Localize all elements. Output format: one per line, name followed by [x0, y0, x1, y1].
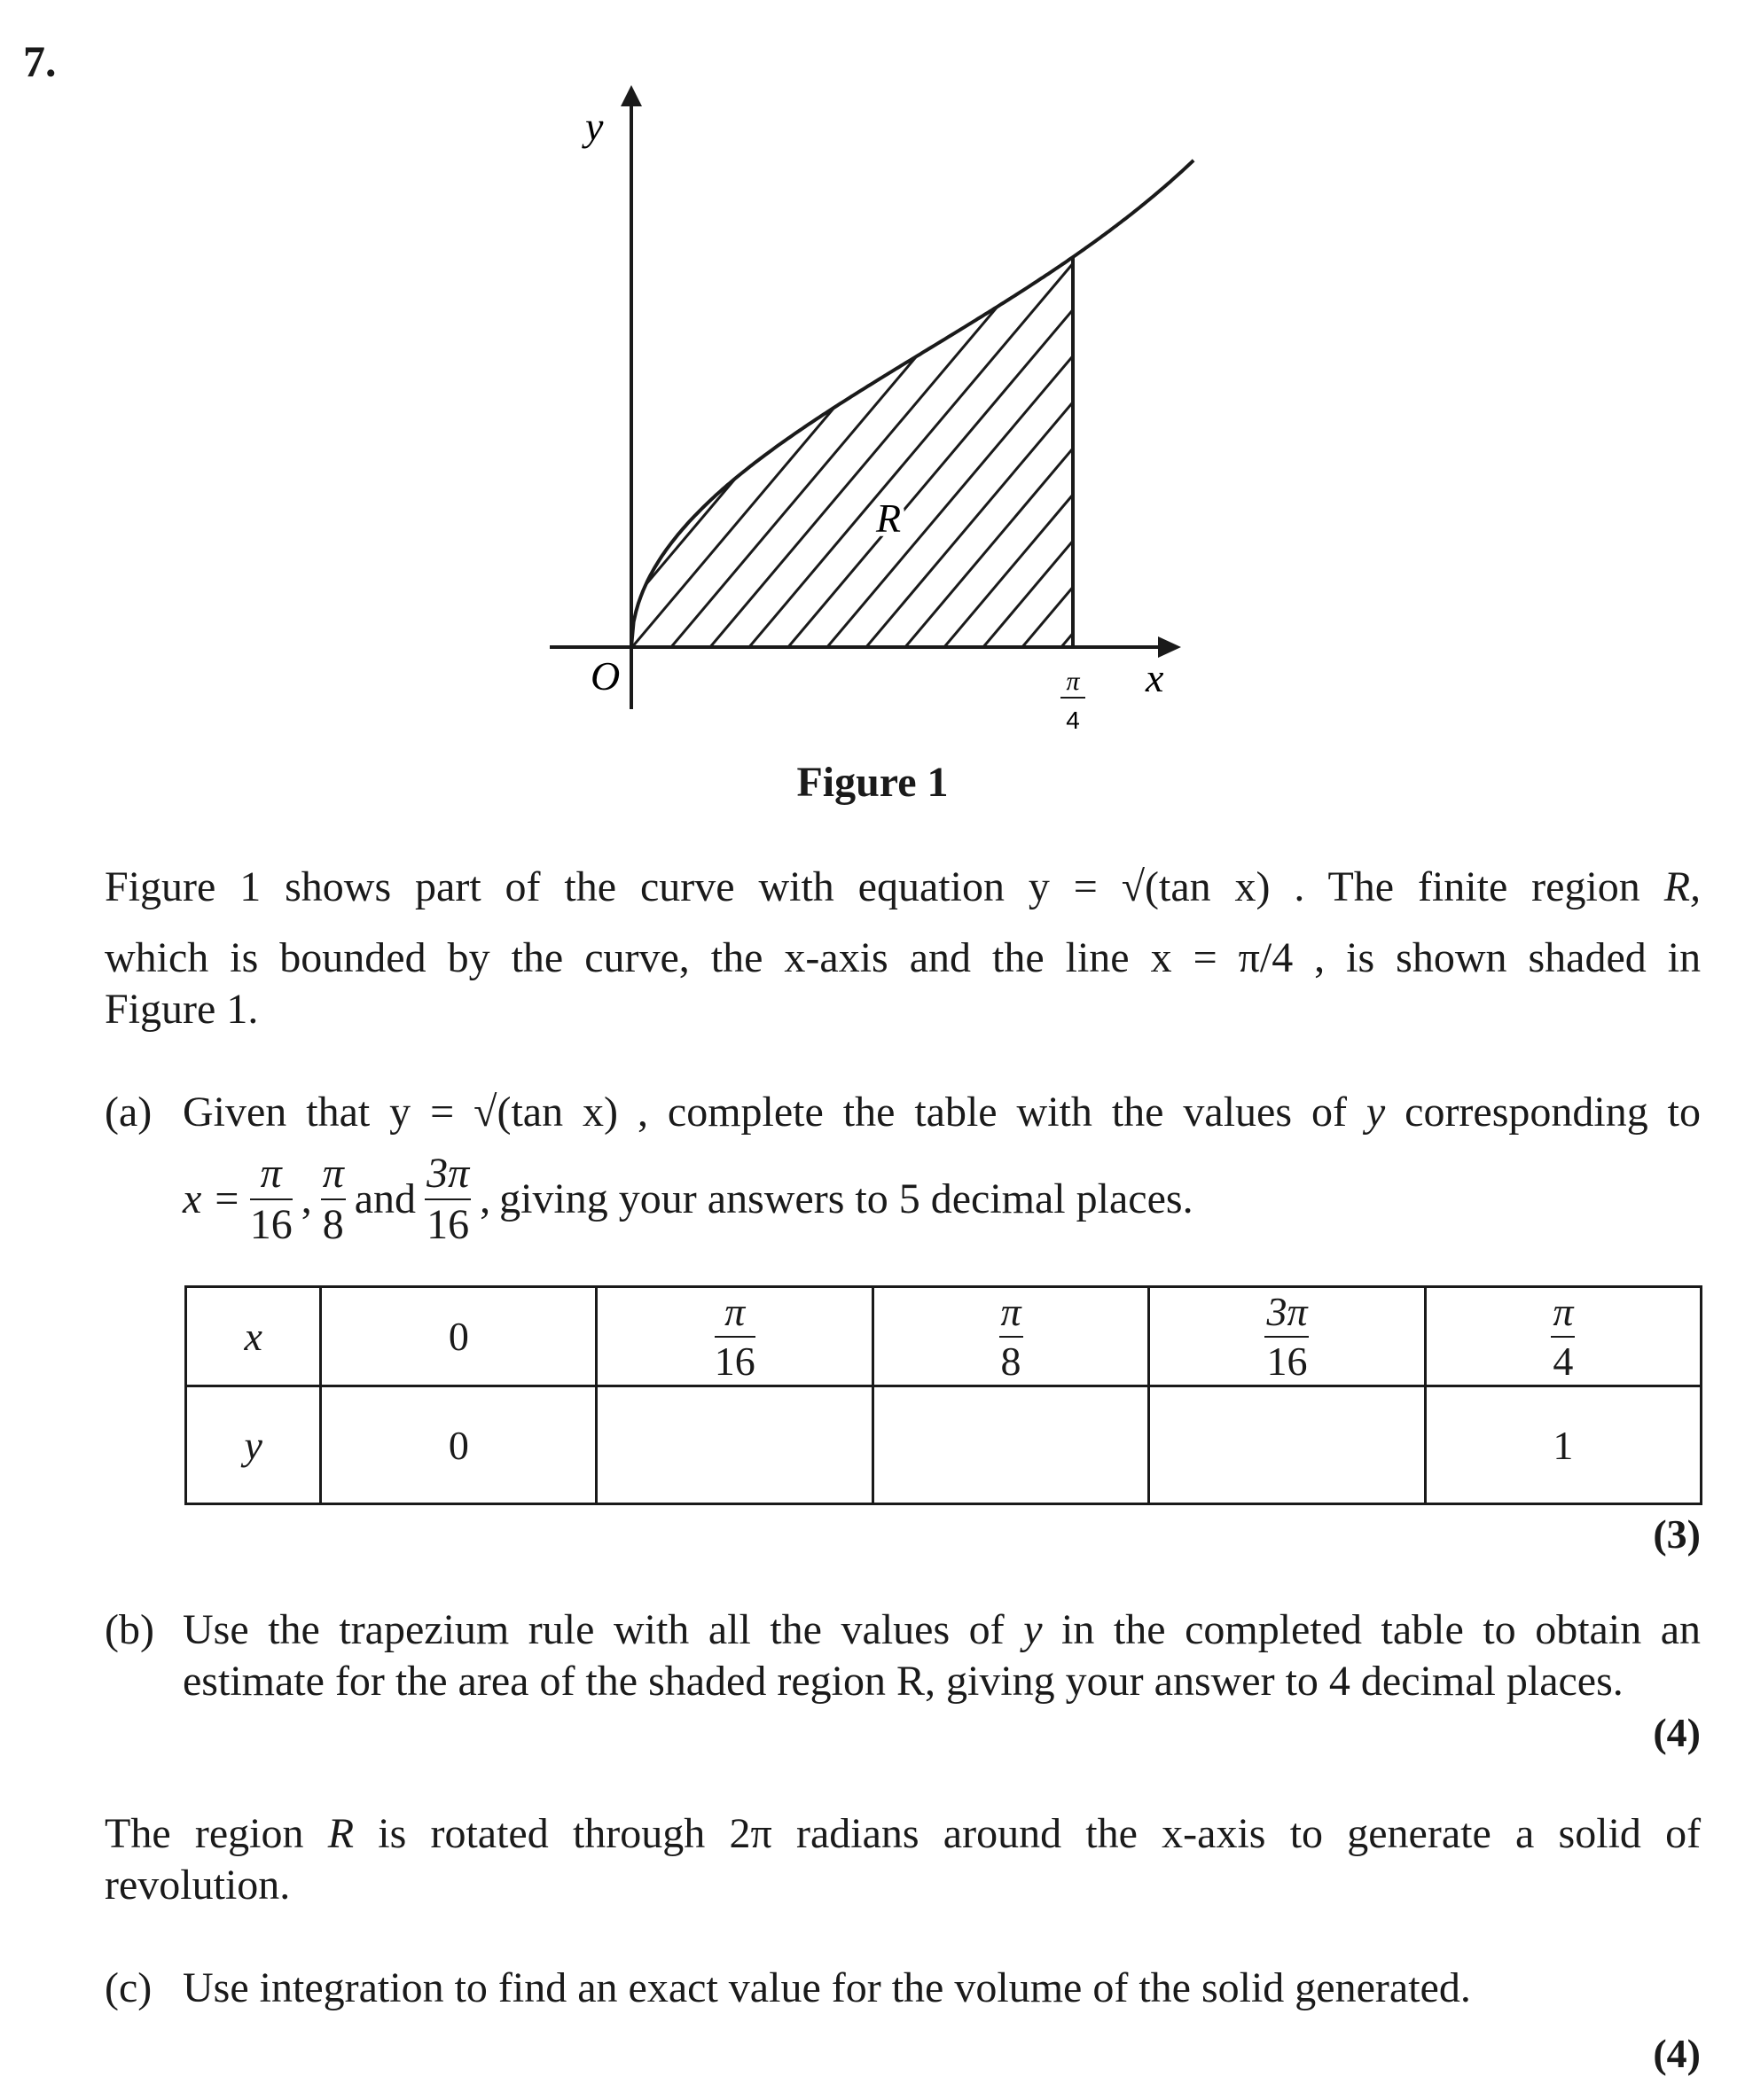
word: y = √(tan x) .: [1028, 863, 1305, 910]
word: by: [447, 934, 490, 981]
part-b-line-2: estimate for the area of the shaded region R, giving your answer to 4 decimal places.: [183, 1658, 1624, 1705]
hatch-line: [773, 98, 1252, 665]
word: trapezium: [339, 1606, 510, 1653]
part-c-marks: (4): [1653, 2031, 1701, 2076]
word: the: [511, 934, 564, 981]
word: of: [1311, 1089, 1347, 1136]
question-number: 7.: [23, 36, 57, 86]
x-equals: x =: [183, 1175, 241, 1222]
word: is: [378, 1810, 407, 1857]
hatch-line: [1358, 98, 1745, 665]
hatch-line: [1163, 98, 1642, 665]
word: The: [1327, 863, 1395, 910]
hatch-line: [344, 98, 823, 665]
hatch-line: [734, 98, 1213, 665]
word: that: [306, 1089, 371, 1136]
word: a: [1515, 1810, 1535, 1857]
word: solid: [1558, 1810, 1641, 1857]
word: of: [968, 1606, 1005, 1653]
word: table: [914, 1089, 998, 1136]
hatch-line: [695, 98, 1174, 665]
word: complete: [667, 1089, 824, 1136]
word: π/4 ,: [1238, 934, 1326, 981]
frac-pi-8: $\frac{\pi}{8}$: [322, 1150, 344, 1248]
word: obtain: [1535, 1606, 1642, 1653]
word: radians: [795, 1810, 919, 1857]
word: Given: [183, 1089, 287, 1136]
part-a-line-2: x = $\frac{\pi}{16}$ , $\frac{\pi}{8}$ and $\frac{3\pi}{16}$ , giving your answers to 5 decimal places.: [183, 1150, 1193, 1248]
word: the: [770, 1606, 822, 1653]
hatch-line: [1280, 98, 1745, 665]
word: region: [194, 1810, 304, 1857]
hatch-line: [656, 98, 1135, 665]
word: the: [992, 934, 1045, 981]
word: values: [841, 1606, 951, 1653]
word: generate: [1347, 1810, 1491, 1857]
hatch-line: [1007, 98, 1486, 665]
hatch-line: [1046, 98, 1525, 665]
hatch-line: [1514, 98, 1745, 665]
hatch-line: [1436, 98, 1745, 665]
part-a-line-1: [183, 1087, 1701, 1138]
word: of: [1665, 1810, 1702, 1857]
hatch-line: [1202, 98, 1681, 665]
values-table: [184, 1285, 1702, 1505]
word: x-axis: [784, 934, 888, 981]
word: shows: [285, 863, 392, 910]
word: the: [564, 863, 617, 910]
curve-y-sqrt-tan-x: [631, 160, 1193, 647]
word: R: [327, 1810, 355, 1857]
hatch-line: [1397, 98, 1745, 665]
hatch-line: [1710, 98, 1745, 665]
region-label: R: [876, 496, 902, 541]
word: to: [1667, 1089, 1702, 1136]
word: part: [415, 863, 481, 910]
word: y = √(tan x) ,: [389, 1089, 648, 1136]
word: rotated: [430, 1810, 549, 1857]
word: R,: [1663, 863, 1702, 910]
hatch-line: [500, 98, 979, 665]
hatch-line: [266, 98, 745, 665]
part-b-label: (b): [105, 1606, 154, 1653]
word: x-axis: [1162, 1810, 1266, 1857]
shaded-region-hatching: [188, 98, 1745, 665]
word: to: [1483, 1606, 1516, 1653]
table-cell-y-2[interactable]: [872, 1386, 1148, 1504]
word: to: [1289, 1810, 1324, 1857]
hatch-line: [1592, 98, 1745, 665]
word: values: [1183, 1089, 1293, 1136]
hatch-line: [968, 98, 1447, 665]
word: which: [105, 934, 209, 981]
word: equation: [857, 863, 1005, 910]
word: with: [1016, 1089, 1092, 1136]
part-a-label: (a): [105, 1089, 153, 1136]
x-tick-numerator: π: [1066, 667, 1080, 696]
hatch-line: [812, 98, 1291, 665]
word: of: [505, 863, 541, 910]
part-b-marks: (4): [1653, 1710, 1701, 1755]
word: curve: [639, 863, 735, 910]
part-a-marks: (3): [1653, 1511, 1701, 1557]
hatch-line: [851, 98, 1330, 665]
frac-3pi-16: $\frac{3\pi}{16}$: [426, 1150, 470, 1248]
word: with: [758, 863, 834, 910]
word: all: [708, 1606, 751, 1653]
word: is: [1346, 934, 1375, 981]
word: in: [1061, 1606, 1095, 1653]
table-header-x: x: [186, 1287, 321, 1386]
hatch-line: [1241, 98, 1720, 665]
table-cell-y-0: 0: [321, 1386, 597, 1504]
hatch-line: [1124, 98, 1603, 665]
word: y: [1023, 1606, 1043, 1653]
intro-line-2: [105, 933, 1701, 984]
word: 1: [239, 863, 262, 910]
word: rule: [528, 1606, 595, 1653]
table-cell-x-4: $\frac{\pi}{4}$: [1425, 1287, 1701, 1386]
word: x =: [1150, 934, 1217, 981]
table-row-y: [186, 1386, 1702, 1504]
word: finite: [1417, 863, 1508, 910]
figure-caption: Figure 1: [796, 759, 949, 806]
table-cell-y-3[interactable]: [1149, 1386, 1426, 1504]
word: shaded: [1528, 934, 1647, 981]
hatch-line: [539, 98, 1018, 665]
part-c-text: Use integration to find an exact value for the volume of the solid generated.: [183, 1964, 1471, 2011]
frac-pi-16: $\frac{\pi}{16}$: [249, 1150, 293, 1248]
hatch-line: [227, 98, 706, 665]
intro-line-3: Figure 1.: [105, 986, 259, 1033]
word: the: [1113, 1606, 1166, 1653]
word: with: [613, 1606, 690, 1653]
part-b-line-1: [183, 1604, 1701, 1656]
word: the: [268, 1606, 320, 1653]
word: in: [1667, 934, 1702, 981]
x-axis-label: x: [1146, 655, 1164, 700]
word: shown: [1396, 934, 1507, 981]
word: completed: [1185, 1606, 1362, 1653]
hatch-line: [1475, 98, 1745, 665]
table-header-y: y: [186, 1386, 321, 1504]
word: y: [1365, 1089, 1386, 1136]
and-word: and: [354, 1175, 417, 1222]
word: is: [230, 934, 259, 981]
word: bounded: [279, 934, 426, 981]
hatch-line: [383, 98, 862, 665]
word: Figure: [105, 863, 216, 910]
y-axis-arrow: [621, 85, 642, 106]
word: and: [909, 934, 972, 981]
word: table: [1381, 1606, 1464, 1653]
hatch-line: [890, 98, 1369, 665]
word: around: [943, 1810, 1062, 1857]
word: the: [842, 1089, 896, 1136]
table-cell-x-0: 0: [321, 1287, 597, 1386]
intro-line-1: [105, 862, 1701, 913]
word: Use: [183, 1606, 249, 1653]
word: curve,: [584, 934, 690, 981]
x-tick-denominator: 4: [1066, 707, 1080, 734]
hatch-line: [1319, 98, 1745, 665]
word: line: [1065, 934, 1130, 981]
hatch-line: [1553, 98, 1745, 665]
hatch-line: [422, 98, 901, 665]
word: an: [1660, 1606, 1702, 1653]
word: the: [1085, 1810, 1138, 1857]
table-cell-y-1[interactable]: [597, 1386, 873, 1504]
word: The: [105, 1810, 171, 1857]
hatch-line: [461, 98, 940, 665]
word: corresponding: [1405, 1089, 1648, 1136]
hatch-line: [1632, 98, 1745, 665]
table-cell-x-2: $\frac{\pi}{8}$: [872, 1287, 1148, 1386]
word: region: [1531, 863, 1640, 910]
word: the: [1111, 1089, 1164, 1136]
hatch-line: [617, 98, 1096, 665]
table-cell-x-1: $\frac{\pi}{16}$: [597, 1287, 873, 1386]
word: the: [710, 934, 763, 981]
rotation-line-1: [105, 1808, 1701, 1860]
hatch-line: [305, 98, 784, 665]
hatch-line: [1671, 98, 1745, 665]
table-cell-x-3: $\frac{3\pi}{16}$: [1149, 1287, 1426, 1386]
hatch-line: [188, 98, 667, 665]
table-row-x: [186, 1287, 1702, 1386]
y-axis-label: y: [585, 104, 604, 149]
part-c-label: (c): [105, 1964, 153, 2011]
hatch-line: [1085, 98, 1564, 665]
word: 2π: [729, 1810, 772, 1857]
rotation-line-2: revolution.: [105, 1862, 291, 1909]
word: through: [572, 1810, 706, 1857]
table-cell-y-4: 1: [1425, 1386, 1701, 1504]
part-a-tail: giving your answers to 5 decimal places.: [499, 1175, 1193, 1222]
figure-graph: [0, 0, 1745, 762]
origin-label: O: [591, 653, 621, 699]
